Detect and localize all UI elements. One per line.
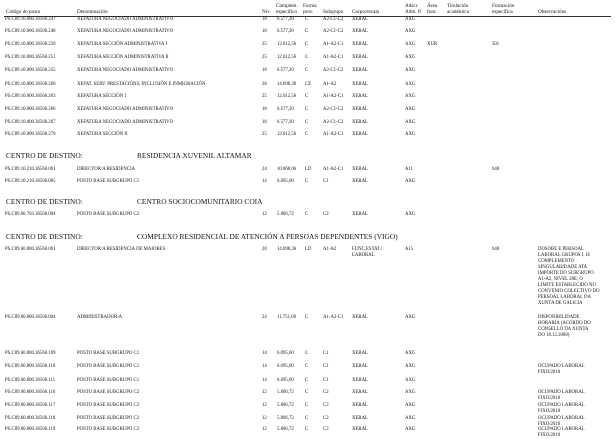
cell-den: XEFATURA NEGOCIADO ADMINISTRATIVO bbox=[77, 17, 174, 22]
cell-niv: 18 bbox=[262, 107, 267, 112]
cell-forma: C bbox=[305, 351, 309, 356]
cell-comp: 6.095,60 bbox=[277, 351, 294, 356]
cell-niv: 25 bbox=[262, 132, 267, 137]
table-row bbox=[0, 378, 615, 387]
cell-adscr: AXG bbox=[405, 212, 416, 217]
cell-forma: C bbox=[305, 29, 309, 34]
cell-code: PS.C89.10.000.36560.248 bbox=[5, 29, 56, 34]
cell-sub: C2 bbox=[323, 403, 329, 408]
cell-den: POSTO BASE SUBGRUPO C1 bbox=[77, 364, 140, 369]
cell-formacion: 501 bbox=[492, 42, 500, 47]
cell-forma: C bbox=[305, 378, 309, 383]
cell-corp: XERAL bbox=[352, 364, 368, 369]
header-complemento: Complem. específico bbox=[276, 3, 298, 15]
cell-comp: 10.868,06 bbox=[277, 167, 297, 172]
centro-destino-heading bbox=[6, 197, 263, 206]
cell-code: PS.C89.60.800.36560.116 bbox=[5, 390, 56, 395]
cell-comp: 12.012,56 bbox=[277, 94, 297, 99]
cell-niv: 14 bbox=[262, 179, 267, 184]
cell-den: POSTO BASE SUBGRUPO C2 bbox=[77, 416, 140, 421]
centro-name: COMPLEXO RESIDENCIAL DE ATENCIÓN A PERSOAS DEPENDENTES (VIGO) bbox=[137, 232, 398, 241]
cell-niv: 18 bbox=[262, 68, 267, 73]
table-row bbox=[0, 17, 615, 26]
cell-sub: A1-A2-C1 bbox=[323, 94, 344, 99]
cell-corp: XERAL bbox=[352, 403, 368, 408]
table-row bbox=[0, 94, 615, 103]
cell-code: PS.C89.60.703.36560.004 bbox=[5, 212, 56, 217]
cell-observacions: OCUPADO LABORAL FIXO/2010 bbox=[538, 403, 585, 414]
cell-niv: 24 bbox=[262, 315, 267, 320]
cell-adscr: AXG bbox=[405, 29, 416, 34]
cell-sub: A1-A2 bbox=[323, 82, 337, 87]
cell-den: XEFATURA NEGOCIADO ADMINISTRATIVO bbox=[77, 68, 174, 73]
cell-den: ADMINISTRADOR/A bbox=[77, 315, 123, 320]
cell-corp: XERAL bbox=[352, 416, 368, 421]
cell-den: POSTO BASE SUBGRUPO C2 bbox=[77, 427, 140, 432]
cell-sub: A2-C1-C2 bbox=[323, 120, 344, 125]
table-row bbox=[0, 212, 615, 221]
header-area: Área func. bbox=[427, 3, 438, 15]
cell-forma: C bbox=[305, 364, 309, 369]
cell-forma: C bbox=[305, 212, 309, 217]
table-row bbox=[0, 68, 615, 77]
cell-niv: 14 bbox=[262, 378, 267, 383]
cell-sub: C1 bbox=[323, 179, 329, 184]
cell-comp: 11.751,60 bbox=[277, 315, 297, 320]
cell-forma: C bbox=[305, 42, 309, 47]
cell-den: DIRECTOR/A RESIDENCIA DE MAIORES bbox=[77, 247, 166, 252]
cell-niv: 25 bbox=[262, 94, 267, 99]
cell-den: POSTO BASE SUBGRUPO C1 bbox=[77, 351, 140, 356]
cell-niv: 18 bbox=[262, 120, 267, 125]
cell-niv: 14 bbox=[262, 364, 267, 369]
cell-forma: LD bbox=[305, 167, 312, 172]
cell-comp: 12.012,56 bbox=[277, 55, 297, 60]
cell-sub: A1-A2-C1 bbox=[323, 55, 344, 60]
table-row bbox=[0, 82, 615, 91]
cell-corp: XERAL bbox=[352, 68, 368, 73]
header-code: Código do posto bbox=[6, 9, 41, 15]
centro-name: CENTRO SOCIOCOMUNITARIO COIA bbox=[137, 197, 263, 206]
cell-adscr: AXG bbox=[405, 55, 416, 60]
cell-code: PS.C89.60.800.36560.109 bbox=[5, 351, 56, 356]
cell-comp: 14.098,36 bbox=[277, 247, 297, 252]
cell-corp: XERAL bbox=[352, 17, 368, 22]
cell-comp: 5.806,72 bbox=[277, 427, 294, 432]
cell-adscr: AXG bbox=[405, 68, 416, 73]
cell-adscr: AXG bbox=[405, 427, 416, 432]
cell-sub: A1-A2-C1 bbox=[323, 132, 344, 137]
cell-corp: XERAL bbox=[352, 132, 368, 137]
cell-sub: A2-C1-C2 bbox=[323, 17, 344, 22]
cell-sub: A2-C1-C2 bbox=[323, 107, 344, 112]
cell-sub: A1-A2 bbox=[323, 247, 337, 252]
cell-den: XEFATURA NEGOCIADO ADMINISTRATIVO bbox=[77, 107, 174, 112]
cell-comp: 6.577,20 bbox=[277, 17, 294, 22]
cell-code: PS.C89.60.800.36560.004 bbox=[5, 315, 56, 320]
cell-adscr: AXG bbox=[405, 132, 416, 137]
cell-adscr: AXG bbox=[405, 17, 416, 22]
cell-niv: 12 bbox=[262, 427, 267, 432]
cell-adscr: AXG bbox=[405, 42, 416, 47]
cell-adscr: AXG bbox=[405, 120, 416, 125]
table-row bbox=[0, 29, 615, 38]
cell-corp: XERAL bbox=[352, 167, 368, 172]
cell-corp: XERAL bbox=[352, 82, 368, 87]
cell-code: PS.C89.10.210.36560.001 bbox=[5, 167, 56, 172]
cell-forma: C bbox=[305, 179, 309, 184]
cell-corp: XERAL bbox=[352, 94, 368, 99]
cell-corp: XERAL bbox=[352, 427, 368, 432]
cell-forma: C bbox=[305, 68, 309, 73]
cell-adscr: AXG bbox=[405, 364, 416, 369]
table-row bbox=[0, 179, 615, 188]
cell-niv: 25 bbox=[262, 42, 267, 47]
cell-corp: XERAL bbox=[352, 351, 368, 356]
cell-sub: C1 bbox=[323, 364, 329, 369]
cell-adscr: AXG bbox=[405, 390, 416, 395]
cell-observacions: OCUPADO LABORAL FIXO/2010 bbox=[538, 416, 585, 427]
cell-niv: 14 bbox=[262, 351, 267, 356]
cell-den: XEFATURA SECCIÓN ADMINISTRATIVA I bbox=[77, 42, 168, 47]
cell-niv: 18 bbox=[262, 29, 267, 34]
cell-comp: 6.577,20 bbox=[277, 29, 294, 34]
cell-formacion: 640 bbox=[492, 167, 500, 172]
cell-code: PS.C89.10.000.36560.251 bbox=[5, 55, 56, 60]
cell-adscr: AXG bbox=[405, 315, 416, 320]
cell-forma: CE bbox=[305, 82, 312, 87]
cell-den: POSTO BASE SUBGRUPO C2 bbox=[77, 212, 140, 217]
cell-code: PS.C89.60.800.36560.001 bbox=[5, 247, 56, 252]
header-forma: Forma prov. bbox=[303, 3, 317, 15]
cell-corp: XERAL bbox=[352, 212, 368, 217]
cell-forma: C bbox=[305, 390, 309, 395]
table-row bbox=[0, 132, 615, 141]
cell-den: XEFATURA NEGOCIADO ADMINISTRATIVO bbox=[77, 120, 174, 125]
cell-sub: C1 bbox=[323, 378, 329, 383]
cell-comp: 12.012,56 bbox=[277, 132, 297, 137]
cell-den: XEFATURA SECCIÓN ADMINISTRATIVA II bbox=[77, 55, 169, 60]
table-row bbox=[0, 427, 615, 439]
cell-sub: C2 bbox=[323, 390, 329, 395]
cell-sub: C2 bbox=[323, 416, 329, 421]
cell-corp: XERAL bbox=[352, 55, 368, 60]
cell-niv: 12 bbox=[262, 403, 267, 408]
cell-sub: C2 bbox=[323, 427, 329, 432]
cell-forma: C bbox=[305, 416, 309, 421]
cell-adscr: AXG bbox=[405, 378, 416, 383]
cell-niv: 12 bbox=[262, 416, 267, 421]
cell-forma: C bbox=[305, 315, 309, 320]
cell-adscr: AXG bbox=[405, 107, 416, 112]
centro-label: CENTRO DE DESTINO: bbox=[6, 151, 83, 160]
cell-code: PS.C89.10.000.36560.266 bbox=[5, 107, 56, 112]
cell-forma: C bbox=[305, 427, 309, 432]
cell-niv: 18 bbox=[262, 17, 267, 22]
cell-niv: 12 bbox=[262, 390, 267, 395]
header-observacions: Observacións bbox=[538, 9, 567, 15]
cell-comp: 6.095,60 bbox=[277, 364, 294, 369]
cell-code: PS.C89.60.800.36560.117 bbox=[5, 403, 56, 408]
cell-observacions: DISPONIBILIDADE HORARIA (ACORDO DO CONSELLO DA XUNTA DO 18.12.2008) bbox=[538, 315, 591, 338]
cell-sub: A1-A2-C1 bbox=[323, 315, 344, 320]
table-row bbox=[0, 403, 615, 415]
cell-sub: A2-C1-C2 bbox=[323, 68, 344, 73]
cell-corp: XERAL bbox=[352, 179, 368, 184]
cell-den: XEFATURA NEGOCIADO ADMINISTRATIVO bbox=[77, 29, 174, 34]
cell-corp: FUNC.ESTAT./ LABORAL bbox=[352, 247, 383, 258]
header-adscr: Adscr. Adm. P. bbox=[405, 3, 422, 15]
cell-code: PS.C89.60.800.36560.110 bbox=[5, 364, 56, 369]
cell-corp: XERAL bbox=[352, 390, 368, 395]
cell-forma: C bbox=[305, 107, 309, 112]
cell-corp: XERAL bbox=[352, 315, 368, 320]
centro-name: RESIDENCIA XUVENIL ALTAMAR bbox=[137, 151, 252, 160]
cell-forma: C bbox=[305, 94, 309, 99]
centro-label: CENTRO DE DESTINO: bbox=[6, 197, 83, 206]
cell-niv: 28 bbox=[262, 247, 267, 252]
table-row bbox=[0, 120, 615, 129]
cell-forma: C bbox=[305, 120, 309, 125]
cell-sub: A1-A2-C1 bbox=[323, 42, 344, 47]
cell-observacions: DOSOBE E PERSOAL LABORAL GRUPOS I, II/ COMPLEMENTO SINGULARIDADE ATA IMPORTE DO SUBGRUPO A1-A2, NIVEL 28E; O LÍMITE ESTABLECIDO NO CONVENIO COLECTIVO DO PERSOAL LABORAL DA XUNTA DE GALICIA bbox=[538, 247, 600, 306]
cell-comp: 5.806,72 bbox=[277, 403, 294, 408]
cell-forma: C bbox=[305, 55, 309, 60]
cell-niv: 24 bbox=[262, 167, 267, 172]
cell-corp: XERAL bbox=[352, 29, 368, 34]
cell-forma: LD bbox=[305, 247, 312, 252]
cell-sub: A1-A2-C1 bbox=[323, 167, 344, 172]
cell-den: POSTO BASE SUBGRUPO C1 bbox=[77, 378, 140, 383]
cell-adscr: AXG bbox=[405, 351, 416, 356]
cell-comp: 6.095,60 bbox=[277, 179, 294, 184]
cell-code: PS.C89.10.000.36560.260 bbox=[5, 82, 56, 87]
table-row bbox=[0, 55, 615, 64]
table-row bbox=[0, 247, 615, 311]
cell-forma: C bbox=[305, 403, 309, 408]
cell-code: PS.C89.10.000.36560.255 bbox=[5, 68, 56, 73]
cell-adscr: AXG bbox=[405, 179, 416, 184]
cell-adscr: AXG bbox=[405, 416, 416, 421]
centro-destino-heading bbox=[6, 232, 398, 241]
cell-comp: 5.806,72 bbox=[277, 416, 294, 421]
table-row bbox=[0, 167, 615, 176]
cell-corp: XERAL bbox=[352, 378, 368, 383]
cell-comp: 6.577,20 bbox=[277, 107, 294, 112]
cell-comp: 6.095,60 bbox=[277, 378, 294, 383]
cell-niv: 12 bbox=[262, 212, 267, 217]
table-row bbox=[0, 390, 615, 402]
cell-adscr: AXG bbox=[405, 94, 416, 99]
table-row bbox=[0, 351, 615, 360]
cell-adscr: A11 bbox=[405, 167, 414, 172]
cell-adscr: AXG bbox=[405, 82, 416, 87]
header-nivel: Niv. bbox=[262, 9, 271, 15]
cell-formacion: 640 bbox=[492, 247, 500, 252]
cell-comp: 6.577,20 bbox=[277, 120, 294, 125]
cell-niv: 25 bbox=[262, 55, 267, 60]
cell-niv: 28 bbox=[262, 82, 267, 87]
cell-code: PS.C89.10.000.36560.267 bbox=[5, 120, 56, 125]
cell-comp: 5.806,72 bbox=[277, 390, 294, 395]
cell-code: PS.C89.10.210.36560.005 bbox=[5, 179, 56, 184]
cell-comp: 14.098,36 bbox=[277, 82, 297, 87]
cell-den: XEFATURA SECCIÓN I bbox=[77, 94, 126, 99]
centro-label: CENTRO DE DESTINO: bbox=[6, 232, 83, 241]
cell-adscr: A15 bbox=[405, 247, 414, 252]
centro-destino-heading bbox=[6, 151, 252, 160]
cell-code: PS.C89.10.000.36560.250 bbox=[5, 42, 56, 47]
cell-observacions: OCUPADO LABORAL FIXO/2010 bbox=[538, 390, 585, 401]
cell-corp: XERAL bbox=[352, 120, 368, 125]
cell-observacions: OCUPADO LABORAL FIXO/2010 bbox=[538, 427, 585, 438]
cell-comp: 5.806,72 bbox=[277, 212, 294, 217]
cell-den: POSTO BASE SUBGRUPO C1 bbox=[77, 179, 140, 184]
cell-sub: C2 bbox=[323, 212, 329, 217]
header-subgrupo: Subgrupo bbox=[323, 9, 344, 15]
cell-comp: 6.577,20 bbox=[277, 68, 294, 73]
cell-forma: C bbox=[305, 132, 309, 137]
table-row bbox=[0, 42, 615, 51]
cell-den: XEFAT. SERV. PRESTACIÓNS, INCLUSIÓN E INMIGRACIÓN bbox=[77, 82, 206, 87]
cell-code: PS.C89.10.000.36560.263 bbox=[5, 94, 56, 99]
cell-sub: A2-C1-C2 bbox=[323, 29, 344, 34]
cell-adscr: AXG bbox=[405, 403, 416, 408]
header-corpo: Corpo/escala bbox=[352, 9, 380, 15]
table-row bbox=[0, 107, 615, 116]
table-row bbox=[0, 364, 615, 376]
cell-den: POSTO BASE SUBGRUPO C2 bbox=[77, 390, 140, 395]
header-formacion: Formación específica bbox=[492, 3, 515, 15]
cell-forma: C bbox=[305, 17, 309, 22]
cell-code: PS.C89.60.800.36560.118 bbox=[5, 416, 56, 421]
header-titulacion: Titulación académica bbox=[447, 3, 469, 15]
cell-code: PS.C89.10.000.36560.270 bbox=[5, 132, 56, 137]
cell-comp: 12.012,56 bbox=[277, 42, 297, 47]
cell-den: POSTO BASE SUBGRUPO C2 bbox=[77, 403, 140, 408]
cell-corp: XERAL bbox=[352, 42, 368, 47]
cell-den: DIRECTOR/A RESIDENCIA bbox=[77, 167, 136, 172]
cell-den: XEFATURA SECCIÓN II bbox=[77, 132, 128, 137]
header-denominacion: Denominación bbox=[77, 9, 108, 15]
cell-code: PS.C89.60.800.36560.111 bbox=[5, 378, 56, 383]
cell-observacions: OCUPADO LABORAL FIXO/2010 bbox=[538, 364, 585, 375]
cell-sub: C1 bbox=[323, 351, 329, 356]
cell-area: XUR bbox=[427, 42, 438, 47]
cell-corp: XERAL bbox=[352, 107, 368, 112]
cell-code: PS.C89.10.000.36560.247 bbox=[5, 17, 56, 22]
table-row bbox=[0, 315, 615, 341]
cell-code: PS.C89.60.800.36560.119 bbox=[5, 427, 56, 432]
